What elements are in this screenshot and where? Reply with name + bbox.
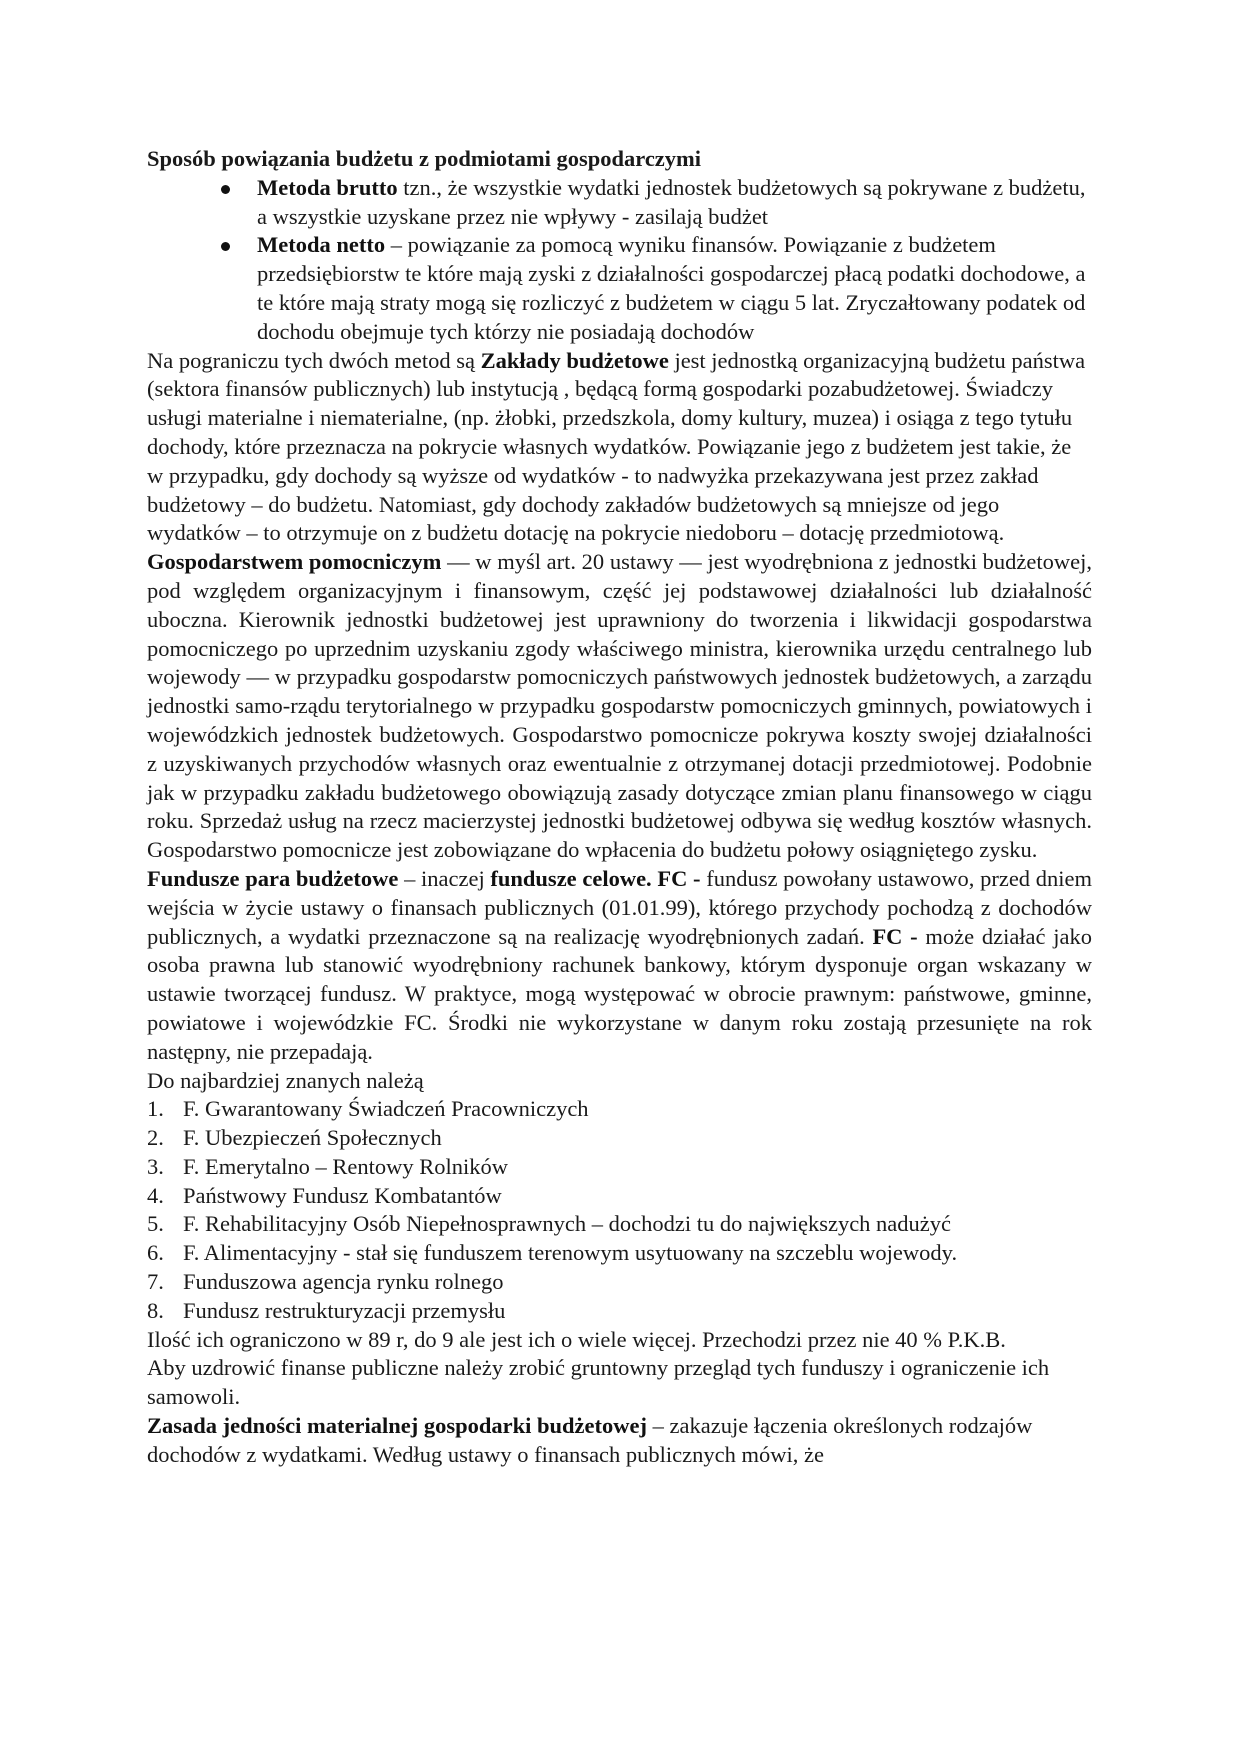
method-text: – powiązanie za pomocą wyniku finansów. Powiązanie z budżetem przedsiębiorstw te które mają zyski z działalności gospodarczej płacą podatki dochodowe, a te które mają straty mogą się rozliczyć z budżetem w ciągu 5 lat. Zryczałtowany podatek od dochodu obejmuje tych którzy nie posiadają dochodów <box>257 232 1086 344</box>
term-fundusze: Fundusze para budżetowe <box>147 865 399 891</box>
document-page <box>147 145 1092 1470</box>
paragraph-body: jest jednostką organizacyjną budżetu państwa (sektora finansów publicznych) lub instytucją , będącą formą gospodarki pozabudżetowej. Świadczy usługi materialne i niematerialne, (np. żłobki, przedszkola, domy kultury, muzea) i osiąga z tego tytułu dochody, które przeznacza na pokrycie własnych wydatków. Powiązanie jego z budżetem jest takie, że w przypadku, gdy dochody są wyższe od wydatków - to nadwyżka przekazywana jest przez zakład budżetowy – do budżetu. Natomiast, gdy dochody zakładów budżetowych są mniejsze od jego wydatków – to otrzymuje on z budżetu dotację na pokrycie niedoboru – dotację przedmiotową. <box>147 347 1086 546</box>
list-number: 6. <box>147 1240 164 1266</box>
method-term: Metoda netto <box>257 232 386 258</box>
list-item <box>147 1268 1092 1297</box>
list-item <box>147 1095 1092 1124</box>
term-gospodarstwo: Gospodarstwem pomocniczym <box>147 549 442 575</box>
list-text: F. Emerytalno – Rentowy Rolników <box>183 1153 509 1179</box>
list-item <box>147 1297 1092 1326</box>
list-number: 5. <box>147 1211 164 1237</box>
list-number: 2. <box>147 1125 164 1151</box>
paragraph-body: — w myśl art. 20 ustawy — jest wyodrębniona z jednostki budżetowej, pod względem organizacyjnym i finansowym, część jej podstawowej działalności lub działalność uboczna. Kierownik jednostki budżetowej jest uprawniony do tworzenia i likwidacji gospodarstwa pomocniczego po uprzednim uzyskaniu zgody właściwego ministra, kierownika urzędu centralnego lub wojewody — w przypadku gospodarstw pomocniczych państwowych jednostek budżetowych, a zarządu jednostki samo-rządu terytorialnego w przypadku gospodarstw pomocniczych gminnych, powiatowych i wojewódzkich jednostek budżetowych. Gospodarstwo pomocnicze pokrywa koszty swojej działalności z uzyskiwanych przychodów własnych oraz ewentualnie z otrzymanej dotacji przedmiotowej. Podobnie jak w przypadku zakładu budżetowego obowiązują zasady dotyczące zmian planu finansowego w ciągu roku. Sprzedaż usług na rzecz macierzystej jednostki budżetowej odbywa się według kosztów własnych. Gospodarstwo pomocnicze jest zobowiązane do wpłacenia do budżetu połowy osiągniętego zysku. <box>147 549 1092 863</box>
method-item-netto <box>257 231 1092 346</box>
list-number: 7. <box>147 1269 164 1295</box>
list-item <box>147 1239 1092 1268</box>
list-item <box>147 1124 1092 1153</box>
methods-list <box>147 174 1092 347</box>
method-item-brutto <box>257 174 1092 232</box>
paragraph-body: fundusz powołany ustawowo, przed dniem wejścia w życie ustawy o finansach publicznych (01.01.99), którego przychody pochodzą z dochodów publicznych, a wydatki przeznaczone są na realizację wyodrębnionych zadań. <box>147 865 1092 949</box>
method-term: Metoda brutto <box>257 174 398 200</box>
term-fundusze-celowe: fundusze celowe. FC - <box>490 865 701 891</box>
list-text: Funduszowa agencja rynku rolnego <box>183 1269 504 1295</box>
term-zaklady: Zakłady budżetowe <box>480 347 669 373</box>
paragraph-lead: Na pograniczu tych dwóch metod są <box>147 347 481 373</box>
list-text: F. Rehabilitacyjny Osób Niepełnosprawnych – dochodzi tu do największych nadużyć <box>183 1211 952 1237</box>
bullet-icon <box>221 242 230 251</box>
term-zasada: Zasada jedności materialnej gospodarki budżetowej <box>147 1413 647 1439</box>
paragraph-gospodarstwo <box>147 548 1092 865</box>
list-intro: Do najbardziej znanych należą <box>147 1067 424 1093</box>
list-item <box>147 1210 1092 1239</box>
paragraph-body: – zakazuje łączenia określonych rodzajów dochodów z wydatkami. Według ustawy o finansach publicznych mówi, że <box>147 1413 1033 1467</box>
paragraph-after-list: Ilość ich ograniczono w 89 r, do 9 ale jest ich o wiele więcej. Przechodzi przez nie 40 % P.K.B. <box>147 1326 1006 1352</box>
method-text: tzn., że wszystkie wydatki jednostek budżetowych są pokrywane z budżetu, a wszystkie uzyskane przez nie wpływy - zasilają budżet <box>257 174 1086 229</box>
list-text: F. Gwarantowany Świadczeń Pracowniczych <box>183 1096 589 1122</box>
section-title: Sposób powiązania budżetu z podmiotami gospodarczymi <box>147 146 702 171</box>
paragraph-body: może działać jako osoba prawna lub stanowić wyodrębniony rachunek bankowy, którym dysponuje organ wskazany w ustawie tworzącej fundusz. W praktyce, mogą występować w obrocie prawnym: państwowe, gminne, powiatowe i wojewódzkie FC. Środki nie wykorzystane w danym roku zostają przesunięte na rok następny, nie przepadają. <box>147 923 1092 1064</box>
paragraph-body: – inaczej <box>398 865 491 891</box>
list-text: Fundusz restrukturyzacji przemysłu <box>183 1297 506 1323</box>
list-text: F. Alimentacyjny - stał się funduszem terenowym usytuowany na szczeblu wojewody. <box>183 1240 958 1266</box>
paragraph-fundusze <box>147 865 1092 1067</box>
bullet-icon <box>221 185 230 194</box>
paragraph-zasada <box>147 1412 1092 1470</box>
list-item <box>147 1182 1092 1211</box>
list-number: 1. <box>147 1096 164 1122</box>
term-fc: FC - <box>872 923 918 949</box>
list-text: F. Ubezpieczeń Społecznych <box>183 1125 442 1151</box>
list-text: Państwowy Fundusz Kombatantów <box>183 1182 502 1208</box>
paragraph-reform: Aby uzdrowić finanse publiczne należy zrobić gruntowny przegląd tych funduszy i ograniczenie ich samowoli. <box>147 1355 1050 1410</box>
list-number: 4. <box>147 1182 164 1208</box>
funds-list <box>147 1095 1092 1325</box>
list-item <box>147 1153 1092 1182</box>
list-number: 3. <box>147 1153 164 1179</box>
paragraph-zaklady <box>147 347 1092 549</box>
list-number: 8. <box>147 1297 164 1323</box>
